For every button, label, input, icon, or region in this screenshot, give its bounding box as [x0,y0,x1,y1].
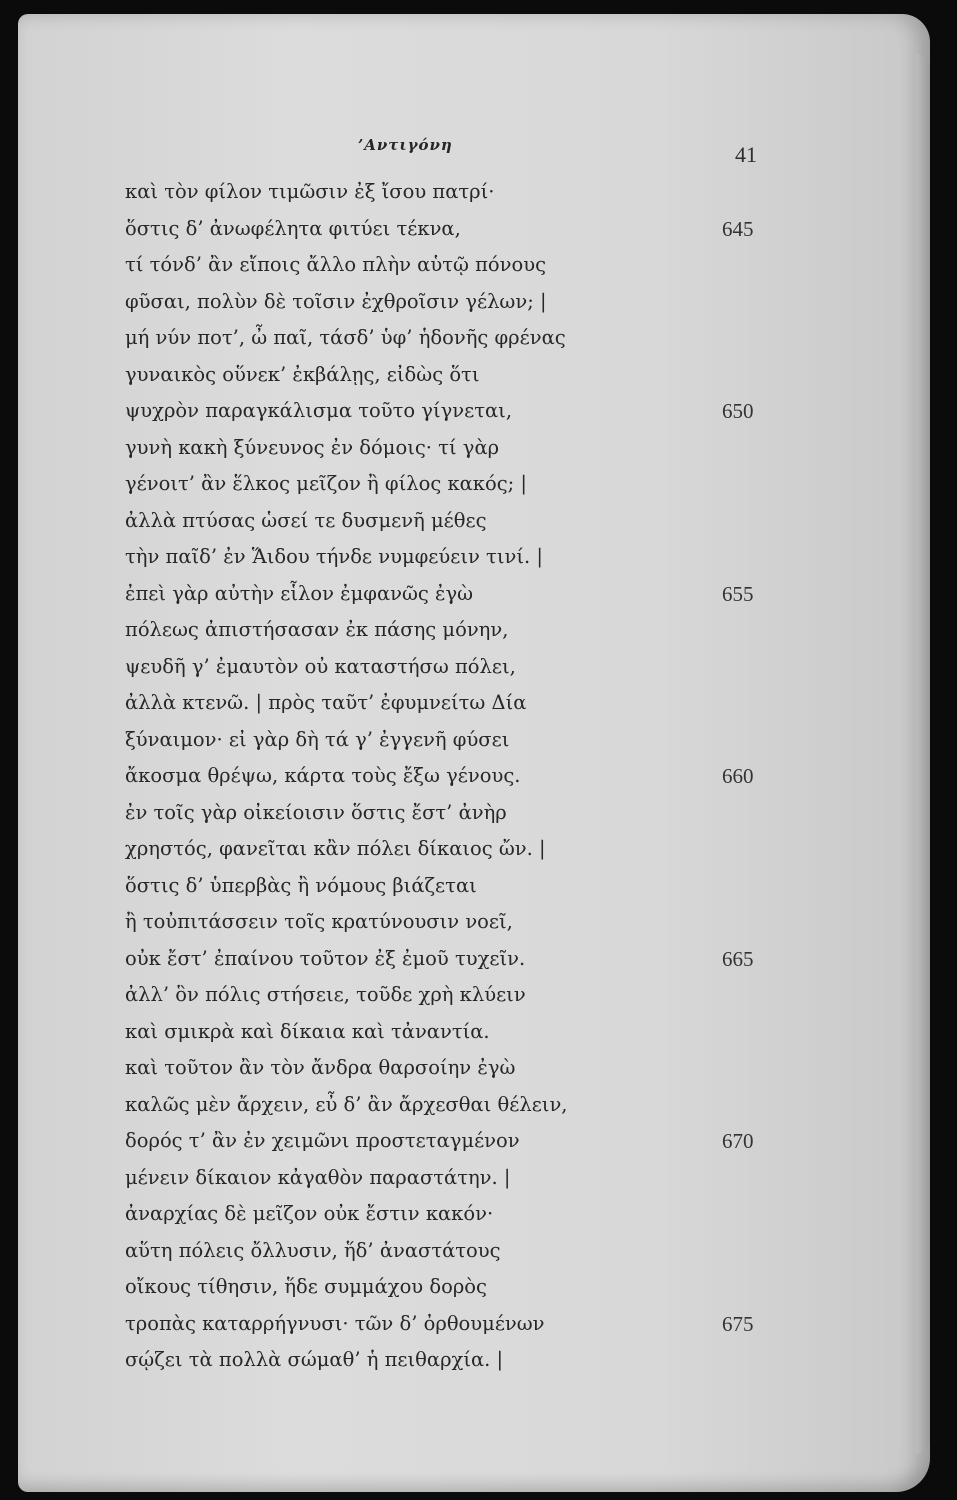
verse-line [125,977,765,1014]
verse-text: οἴκους τίθησιν, ἥδε συμμάχου δορὸς [125,1275,487,1298]
verse-text: καὶ τὸν φίλον τιμῶσιν ἐξ ἴσου πατρί· [125,180,495,203]
line-number: 670 [722,1129,754,1153]
verse-line [125,795,765,832]
verse-line [125,1087,765,1124]
verse-text-block [125,174,765,1379]
verse-line [125,284,765,321]
line-number: 655 [722,581,754,606]
verse-text: ψευδῆ γ’ ἐμαυτὸν οὐ καταστήσω πόλει, [125,654,516,678]
verse-text: χρηστός, φανεῖται κἂν πόλει δίκαιος ὤν. | [125,837,546,860]
verse-line [125,393,765,430]
verse-text: καλῶς μὲν ἄρχειν, εὖ δ’ ἂν ἄρχεσθαι θέλειν, [125,1092,568,1116]
verse-text: ἀλλ’ ὃν πόλις στήσειε, τοῦδε χρὴ κλύειν [125,983,526,1006]
verse-line [125,1050,765,1087]
verse-line [125,320,765,357]
verse-line [125,1014,765,1051]
verse-text: καὶ τοῦτον ἂν τὸν ἄνδρα θαρσοίην ἐγὼ [125,1056,516,1079]
verse-text: πόλεως ἀπιστήσασαν ἐκ πάσης μόνην, [125,618,509,641]
verse-line [125,904,765,941]
verse-line [125,211,765,248]
verse-text: δορός τ’ ἂν ἐν χειμῶνι προστεταγμένον [125,1129,520,1152]
line-number: 665 [722,946,754,971]
verse-line [125,1269,765,1306]
verse-text: γένοιτ’ ἂν ἕλκος μεῖζον ἢ φίλος κακός; | [125,472,527,495]
verse-line [125,1123,765,1160]
verse-line [125,539,765,576]
verse-text: φῦσαι, πολὺν δὲ τοῖσιν ἐχθροῖσιν γέλων; | [125,289,547,313]
verse-line [125,430,765,467]
line-number: 645 [722,216,754,241]
verse-line [125,941,765,978]
verse-text: ὅστις δ’ ἀνωφέλητα φιτύει τέκνα, [125,216,461,240]
verse-text: αὕτη πόλεις ὄλλυσιν, ἥδ’ ἀναστάτους [125,1238,501,1262]
verse-text: τροπὰς καταρρήγνυσι· τῶν δ’ ὀρθουμένων [125,1311,545,1335]
verse-text: τί τόνδ’ ἂν εἴποις ἄλλο πλὴν αὑτῷ πόνους [125,253,547,276]
verse-text: ἀλλὰ κτενῶ. | πρὸς ταῦτ’ ἐφυμνείτω Δία [125,691,527,714]
verse-text: ἐν τοῖς γὰρ οἰκείοισιν ὅστις ἔστ’ ἀνὴρ [125,800,507,824]
verse-line [125,576,765,613]
verse-line [125,1233,765,1270]
verse-text: ἄκοσμα θρέψω, κάρτα τοὺς ἔξω γένους. [125,764,521,787]
verse-text: ὅστις δ’ ὑπερβὰς ἢ νόμους βιάζεται [125,873,477,897]
verse-line [125,503,765,540]
verse-line [125,247,765,284]
verse-text: ἢ τοὐπιτάσσειν τοῖς κρατύνουσιν νοεῖ, [125,910,513,933]
verse-line [125,685,765,722]
verse-text: μή νύν ποτ’, ὦ παῖ, τάσδ’ ὑφ’ ἡδονῆς φρένας [125,326,566,349]
verse-line [125,649,765,686]
verse-line [125,612,765,649]
verse-line [125,758,765,795]
verse-line [125,868,765,905]
verse-line [125,1342,765,1379]
verse-text: ἀλλὰ πτύσας ὡσεί τε δυσμενῆ μέθες [125,508,487,532]
verse-line [125,1160,765,1197]
page-number: 41 [735,142,757,167]
verse-text: ἀναρχίας δὲ μεῖζον οὐκ ἔστιν κακόν· [125,1202,494,1225]
verse-text: μένειν δίκαιον κἀγαθὸν παραστάτην. | [125,1165,511,1189]
verse-text: ξύναιμον· εἰ γὰρ δὴ τά γ’ ἐγγενῆ φύσει [125,727,510,751]
verse-text: τὴν παῖδ’ ἐν Ἅιδου τήνδε νυμφεύειν τινί. | [125,545,543,568]
verse-line [125,466,765,503]
line-number: 675 [722,1311,754,1336]
verse-text: καὶ σμικρὰ καὶ δίκαια καὶ τἀναντία. [125,1019,490,1043]
verse-line [125,831,765,868]
verse-text: ψυχρὸν παραγκάλισμα τοῦτο γίγνεται, [125,399,513,422]
running-head: ’Αντιγόνη [358,136,453,154]
verse-text: ἐπεὶ γὰρ αὐτὴν εἷλον ἐμφανῶς ἐγὼ [125,581,474,605]
verse-text: οὐκ ἔστ’ ἐπαίνου τοῦτον ἐξ ἐμοῦ τυχεῖν. [125,946,526,970]
verse-text: σῴζει τὰ πολλὰ σώμαθ’ ἡ πειθαρχία. | [125,1348,504,1371]
line-number: 660 [722,764,754,788]
book-page [18,14,930,1492]
verse-line [125,1196,765,1233]
page-edge [916,54,930,1454]
verse-line [125,174,765,211]
verse-line [125,722,765,759]
line-number: 650 [722,399,754,423]
verse-line [125,357,765,394]
verse-text: γυναικὸς οὕνεκ’ ἐκβάλῃς, εἰδὼς ὅτι [125,362,480,386]
verse-line [125,1306,765,1343]
verse-text: γυνὴ κακὴ ξύνευνος ἐν δόμοις· τί γὰρ [125,435,500,459]
